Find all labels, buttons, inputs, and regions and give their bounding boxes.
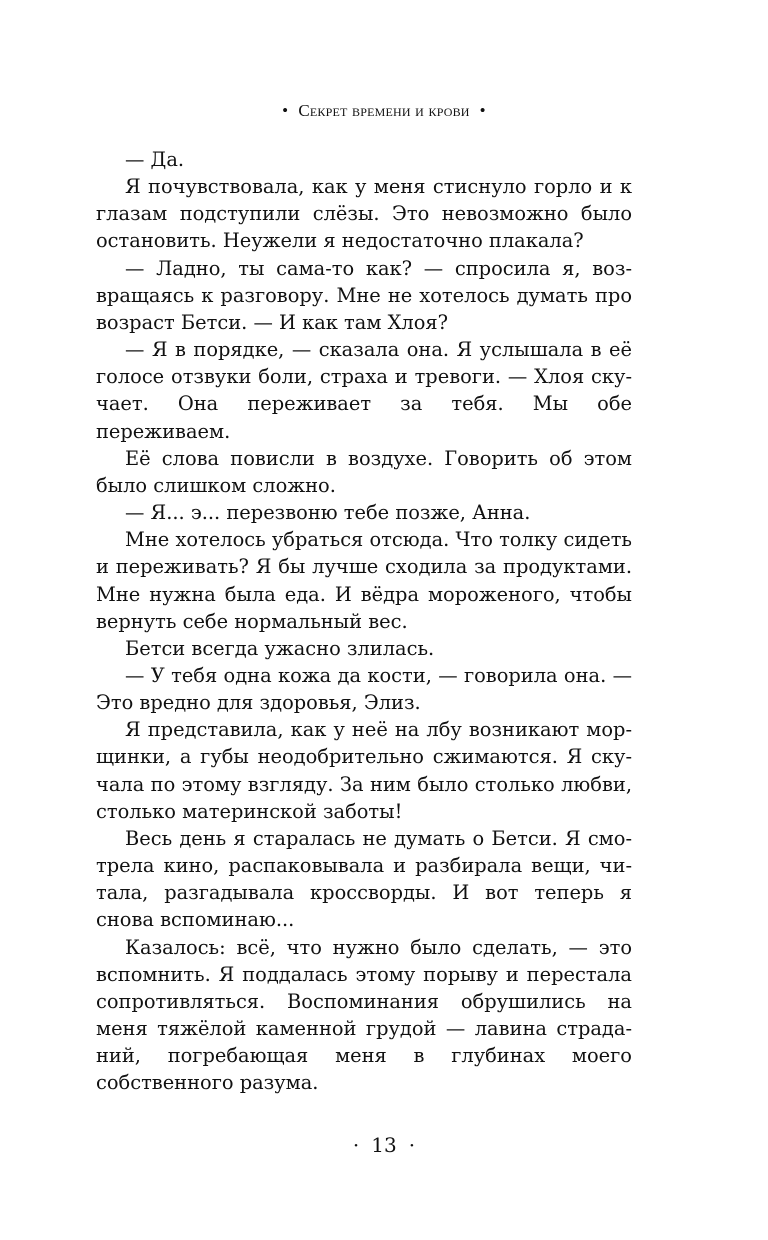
paragraph: Её слова повисли в воздухе. Говорить об этом было слишком сложно.: [96, 446, 632, 497]
paragraph: Мне хотелось убраться отсюда. Что толку сидеть и переживать? Я бы лучше сходила за продуктами. Мне нужна была еда. И вёдра мороженого, чтобы вернуть себе нормальный вес.: [96, 528, 632, 633]
paragraph: Я почувствовала, как у меня стиснуло горло и к глазам подступили слёзы. Это невозможно было остановить. Неужели я недостаточно плакала?: [96, 175, 632, 253]
paragraph: — У тебя одна кожа да кости, — говорила она. — Это вредно для здоровья, Элиз.: [96, 663, 632, 715]
book-title: Секрет времени и крови: [298, 101, 470, 120]
paragraph: — Я... э... перезвоню тебе позже, Анна.: [125, 501, 531, 525]
header-ornament-left: •: [282, 101, 289, 120]
paragraph: — Да.: [125, 148, 185, 171]
page-footer: [0, 1133, 768, 1157]
footer-ornament-left: ·: [352, 1133, 360, 1157]
paragraph: — Ладно, ты сама-то как? — спросила я, возвращаясь к разговору. Мне не хотелось думать про возраст Бетси. — И как там Хлоя?: [96, 256, 632, 334]
footer-ornament-right: ·: [408, 1133, 416, 1157]
paragraph: — Я в порядке, — сказала она. Я услышала в её голосе отзвуки боли, страха и тревоги. — Хлоя скучает. Она переживает за тебя. Мы обе переживаем.: [96, 338, 632, 443]
running-head: [0, 101, 768, 121]
page-body: [96, 146, 632, 1096]
paragraph: Весь день я старалась не думать о Бетси. Я смотрела кино, распаковывала и разбирала вещи, читала, разгадывала кроссворды. И вот теперь я снова вспоминаю...: [96, 826, 632, 932]
header-ornament-right: •: [479, 101, 486, 120]
paragraph: Я представила, как у неё на лбу возникают морщинки, а губы неодобрительно сжимаются. Я скучала по этому взгляду. За ним было столько любви, столько материнской заботы!: [96, 718, 632, 823]
paragraph: Казалось: всё, что нужно было сделать, — это вспомнить. Я поддалась этому порыву и перестала сопротивляться. Воспоминания обрушились на меня тяжёлой каменной грудой — лавина страданий, погребающая меня в глубинах моего собственного разума.: [96, 935, 632, 1095]
page-number: 13: [371, 1133, 397, 1157]
paragraph: Бетси всегда ужасно злилась.: [125, 636, 435, 660]
